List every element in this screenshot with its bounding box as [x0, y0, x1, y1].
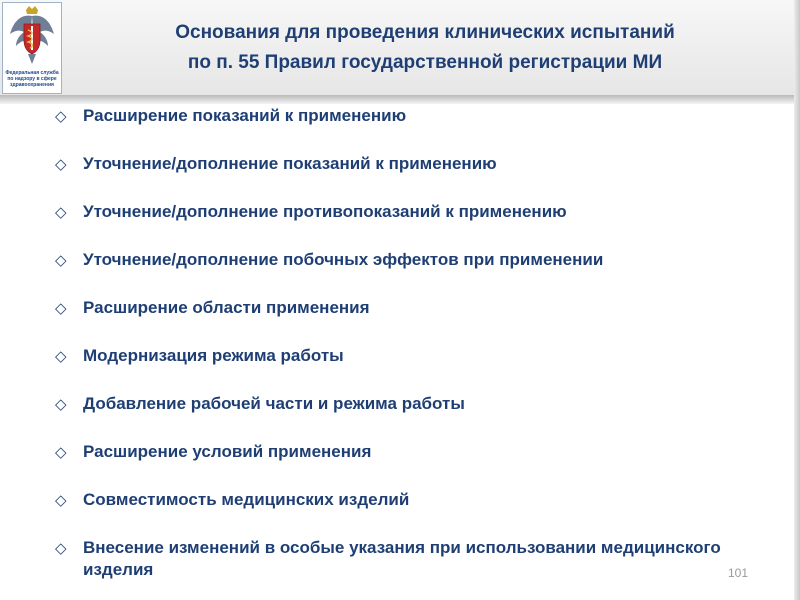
slide-title [75, 18, 775, 78]
hollow-diamond-icon: ◇ [55, 107, 67, 125]
hollow-diamond-icon: ◇ [55, 203, 67, 221]
hollow-diamond-icon: ◇ [55, 491, 67, 509]
header-divider [0, 95, 800, 104]
title-line-1: Основания для проведения клинических испытаний [175, 22, 675, 43]
list-item [55, 153, 755, 175]
hollow-diamond-icon: ◇ [55, 347, 67, 365]
list-item-text: Совместимость медицинских изделий [83, 490, 410, 509]
hollow-diamond-icon: ◇ [55, 155, 67, 173]
emblem-icon [8, 6, 56, 68]
list-item [55, 249, 755, 271]
logo-caption: Федеральная служба по надзору в сфере здравоохранения [5, 70, 59, 88]
list-item-text: Внесение изменений в особые указания при использовании медицинского изделия [83, 538, 721, 579]
list-item [55, 441, 755, 463]
list-item-text: Уточнение/дополнение побочных эффектов при применении [83, 250, 604, 269]
list-item [55, 393, 755, 415]
agency-logo [2, 2, 62, 94]
page-number: 101 [727, 566, 748, 580]
grounds-list [55, 105, 755, 581]
list-item-text: Добавление рабочей части и режима работы [83, 394, 465, 413]
list-item [55, 345, 755, 367]
hollow-diamond-icon: ◇ [55, 299, 67, 317]
list-item [55, 537, 755, 581]
hollow-diamond-icon: ◇ [55, 539, 67, 557]
list-item [55, 201, 755, 223]
list-item-text: Модернизация режима работы [83, 346, 344, 365]
list-item-text: Расширение условий применения [83, 442, 372, 461]
title-line-2: по п. 55 Правил государственной регистрации МИ [187, 52, 663, 73]
right-edge-shadow [794, 0, 800, 600]
list-item [55, 105, 755, 127]
list-item-text: Уточнение/дополнение показаний к применению [83, 154, 497, 173]
hollow-diamond-icon: ◇ [55, 395, 67, 413]
hollow-diamond-icon: ◇ [55, 251, 67, 269]
list-item [55, 297, 755, 319]
list-item-text: Расширение области применения [83, 298, 370, 317]
hollow-diamond-icon: ◇ [55, 443, 67, 461]
list-item [55, 489, 755, 511]
list-item-text: Расширение показаний к применению [83, 106, 407, 125]
list-item-text: Уточнение/дополнение противопоказаний к применению [83, 202, 567, 221]
